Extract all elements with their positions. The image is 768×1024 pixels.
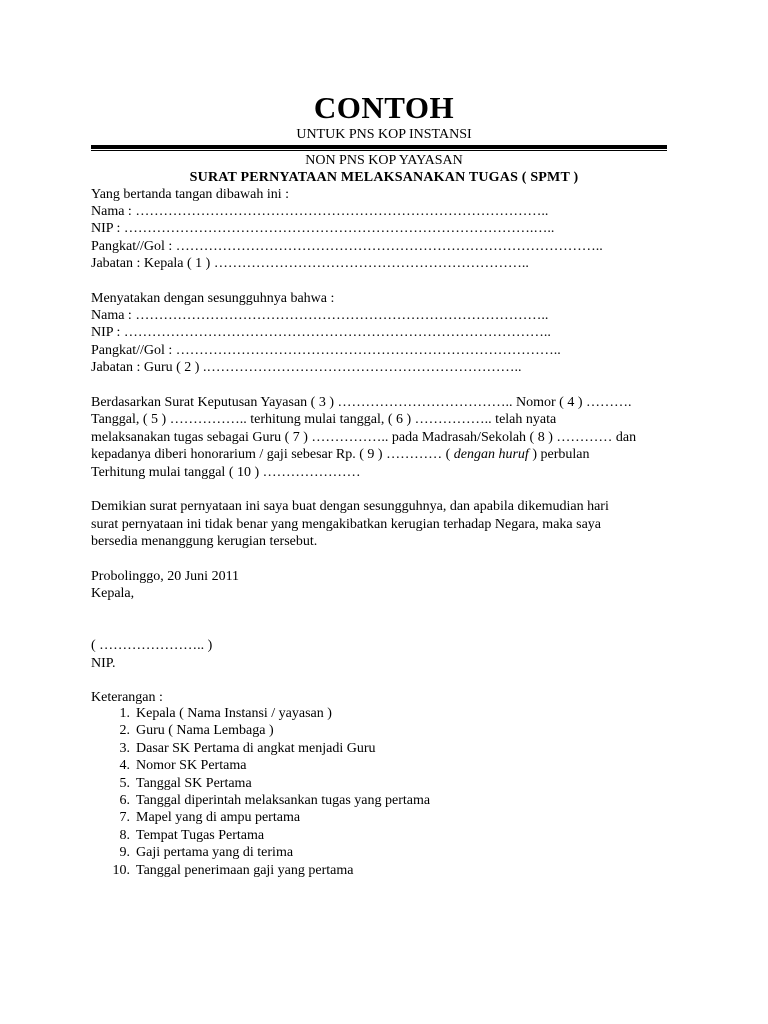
declared-pangkat: Pangkat//Gol : ……………………………………………………………………….. [91, 343, 561, 358]
body-p2-line2: surat pernyataan ini tidak benar yang mengakibatkan kerugian terhadap Negara, maka saya [91, 517, 602, 532]
body-p1-line3: melaksanakan tugas sebagai Guru ( 7 ) …………….. pada Madrasah/Sekolah ( 8 ) ………… dan [91, 430, 637, 445]
list-item: 7. Mapel yang di ampu pertama [119, 810, 301, 826]
list-item: 9. Gaji pertama yang di terima [119, 845, 294, 861]
list-item: 3. Dasar SK Pertama di angkat menjadi Guru [119, 740, 376, 756]
list-item: 4. Nomor SK Pertama [119, 758, 247, 774]
signer-pangkat: Pangkat//Gol : ……………………………………………………………………………….. [91, 239, 603, 254]
signer-intro: Yang bertanda tangan dibawah ini : [91, 187, 290, 202]
header-rule-thin [91, 150, 667, 151]
list-item: 2. Guru ( Nama Lembaga ) [119, 723, 274, 739]
body-p1-line4-c: ) perbulan [528, 447, 590, 462]
header-rule-thick [91, 145, 667, 149]
declared-intro: Menyatakan dengan sesungguhnya bahwa : [91, 291, 335, 306]
body-p1-line4-a: kepadanya diberi honorarium / gaji sebesar Rp. ( 9 ) ………… ( [91, 447, 454, 462]
body-p1-line2: Tanggal, ( 5 ) …………….. terhitung mulai tanggal, ( 6 ) …………….. telah nyata [91, 412, 557, 427]
list-item: 10. Tanggal penerimaan gaji yang pertama [112, 862, 354, 878]
subtitle: UNTUK PNS KOP INSTANSI [296, 127, 472, 142]
header-line-2: NON PNS KOP YAYASAN [305, 153, 463, 168]
signer-nama: Nama : …………………………………………………………………………….. [91, 204, 549, 219]
watermark-title: CONTOH [313, 90, 455, 125]
body-p2-line3: bersedia menanggung kerugian tersebut. [91, 534, 318, 549]
notes-list [91, 705, 591, 879]
list-item: 1. Kepala ( Nama Instansi / yayasan ) [119, 706, 332, 721]
body-p2-line1: Demikian surat pernyataan ini saya buat dengan sesungguhnya, dan apabila dikemudian hari [91, 499, 609, 514]
body-p1-line4 [91, 446, 691, 463]
document-title: SURAT PERNYATAAN MELAKSANAKAN TUGAS ( SPMT ) [189, 170, 579, 185]
declared-nama: Nama : …………………………………………………………………………….. [91, 308, 549, 323]
list-item: 5. Tanggal SK Pertama [119, 775, 252, 791]
signature-nip: NIP. [91, 656, 116, 671]
body-p1-line1: Berdasarkan Surat Keputusan Yayasan ( 3 ) ……………………………….. Nomor ( 4 ) ………. [91, 395, 632, 410]
list-item: 8. Tempat Tugas Pertama [119, 827, 265, 843]
body-p1-line5: Terhitung mulai tanggal ( 10 ) ………………… [91, 465, 361, 480]
signer-nip: NIP : …………………………………………………………………………….….. [91, 221, 555, 236]
signer-jabatan: Jabatan : Kepala ( 1 ) ………………………………………………………….. [91, 256, 529, 271]
signature-name: ( ………………….. ) [91, 638, 213, 653]
declared-jabatan: Jabatan : Guru ( 2 ) .………………………………………………………….. [91, 360, 522, 375]
declared-nip: NIP : ……………………………………………………………………………….. [91, 325, 551, 340]
notes-heading: Keterangan : [91, 690, 163, 705]
place-date: Probolinggo, 20 Juni 2011 [91, 569, 240, 584]
dengan-huruf-italic: dengan huruf [453, 447, 529, 462]
list-item: 6. Tanggal diperintah melaksankan tugas yang pertama [119, 793, 431, 809]
signer-role: Kepala, [91, 586, 135, 601]
